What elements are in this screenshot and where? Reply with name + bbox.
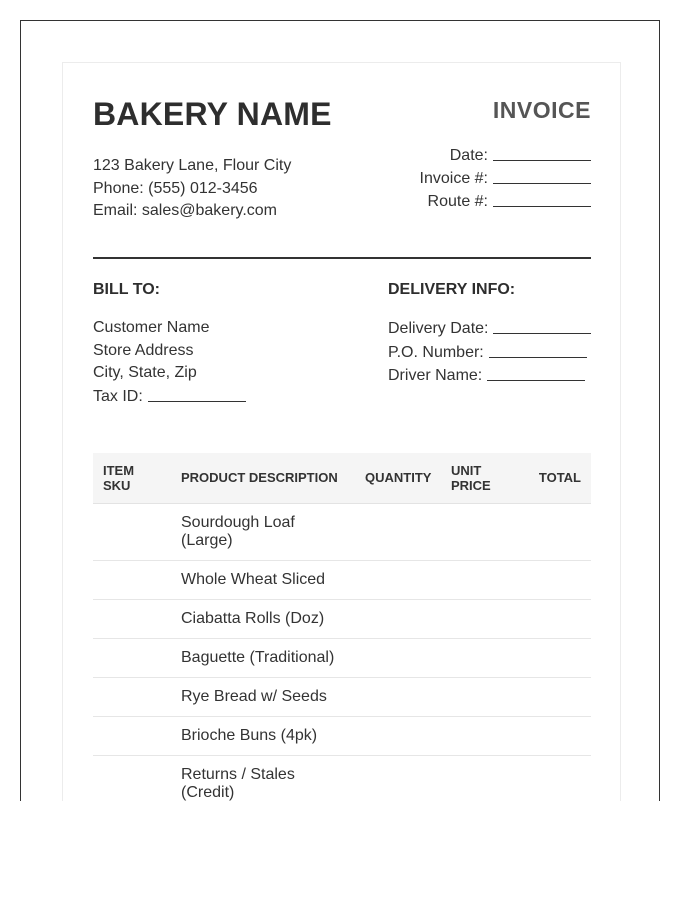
driver-name-label: Driver Name:	[388, 367, 483, 384]
customer-name: Customer Name	[93, 319, 210, 336]
delivery-info-title: DELIVERY INFO:	[388, 281, 516, 298]
header-unit-price: UNIT PRICE	[451, 463, 491, 493]
product-description: Brioche Buns (4pk)	[181, 727, 318, 744]
po-number-field[interactable]	[489, 342, 587, 358]
table-row	[93, 600, 591, 639]
product-description: Baguette (Traditional)	[181, 649, 335, 666]
invoice-meta	[420, 144, 591, 213]
table-row	[93, 561, 591, 600]
bakery-address: 123 Bakery Lane, Flour City	[93, 157, 292, 174]
invoice-title: INVOICE	[492, 97, 591, 123]
tax-id-field[interactable]	[148, 386, 246, 402]
header-total: TOTAL	[538, 470, 581, 485]
table-header	[93, 453, 591, 504]
table-row	[93, 678, 591, 717]
delivery-date-label: Delivery Date:	[388, 320, 489, 337]
date-field[interactable]	[493, 145, 591, 161]
product-description: Sourdough Loaf (Large)	[181, 514, 295, 549]
route-field[interactable]	[493, 191, 591, 207]
product-description: Ciabatta Rolls (Doz)	[181, 610, 325, 627]
product-description: Returns / Stales (Credit)	[181, 766, 295, 801]
date-label: Date:	[449, 147, 488, 164]
product-description: Rye Bread w/ Seeds	[181, 688, 327, 705]
bill-to-title: BILL TO:	[93, 281, 160, 298]
items-table	[93, 453, 591, 801]
route-row	[420, 190, 591, 213]
header-product-description: PRODUCT DESCRIPTION	[181, 470, 338, 485]
po-number-row	[388, 341, 591, 365]
delivery-info-block	[388, 317, 591, 388]
table-row	[93, 504, 591, 561]
date-row	[420, 144, 591, 167]
product-description: Whole Wheat Sliced	[181, 571, 326, 588]
bakery-email: Email: sales@bakery.com	[93, 202, 277, 219]
invoice-number-row	[420, 167, 591, 190]
bakery-phone: Phone: (555) 012-3456	[93, 179, 258, 197]
tax-id-label: Tax ID:	[93, 387, 143, 405]
bakery-contact-block	[93, 155, 291, 223]
invoice-number-label: Invoice #:	[419, 170, 488, 187]
invoice-number-field[interactable]	[493, 168, 591, 184]
document-frame	[20, 20, 660, 801]
header-item-sku: ITEM SKU	[103, 463, 135, 493]
driver-name-field[interactable]	[487, 365, 585, 381]
header-quantity: QUANTITY	[365, 470, 432, 485]
store-address: Store Address	[93, 341, 194, 359]
invoice-sheet	[62, 62, 621, 801]
delivery-date-field[interactable]	[493, 318, 591, 334]
driver-name-row	[388, 364, 591, 388]
bakery-name: BAKERY NAME	[93, 96, 332, 132]
table-row	[93, 639, 591, 678]
po-number-label: P.O. Number:	[388, 343, 484, 361]
route-label: Route #:	[427, 193, 488, 210]
bill-to-block	[93, 317, 246, 408]
table-row	[93, 756, 591, 801]
table-row	[93, 717, 591, 756]
delivery-date-row	[388, 317, 591, 341]
tax-id-row	[93, 385, 246, 409]
header-divider	[93, 257, 591, 259]
city-state-zip: City, State, Zip	[93, 364, 197, 381]
